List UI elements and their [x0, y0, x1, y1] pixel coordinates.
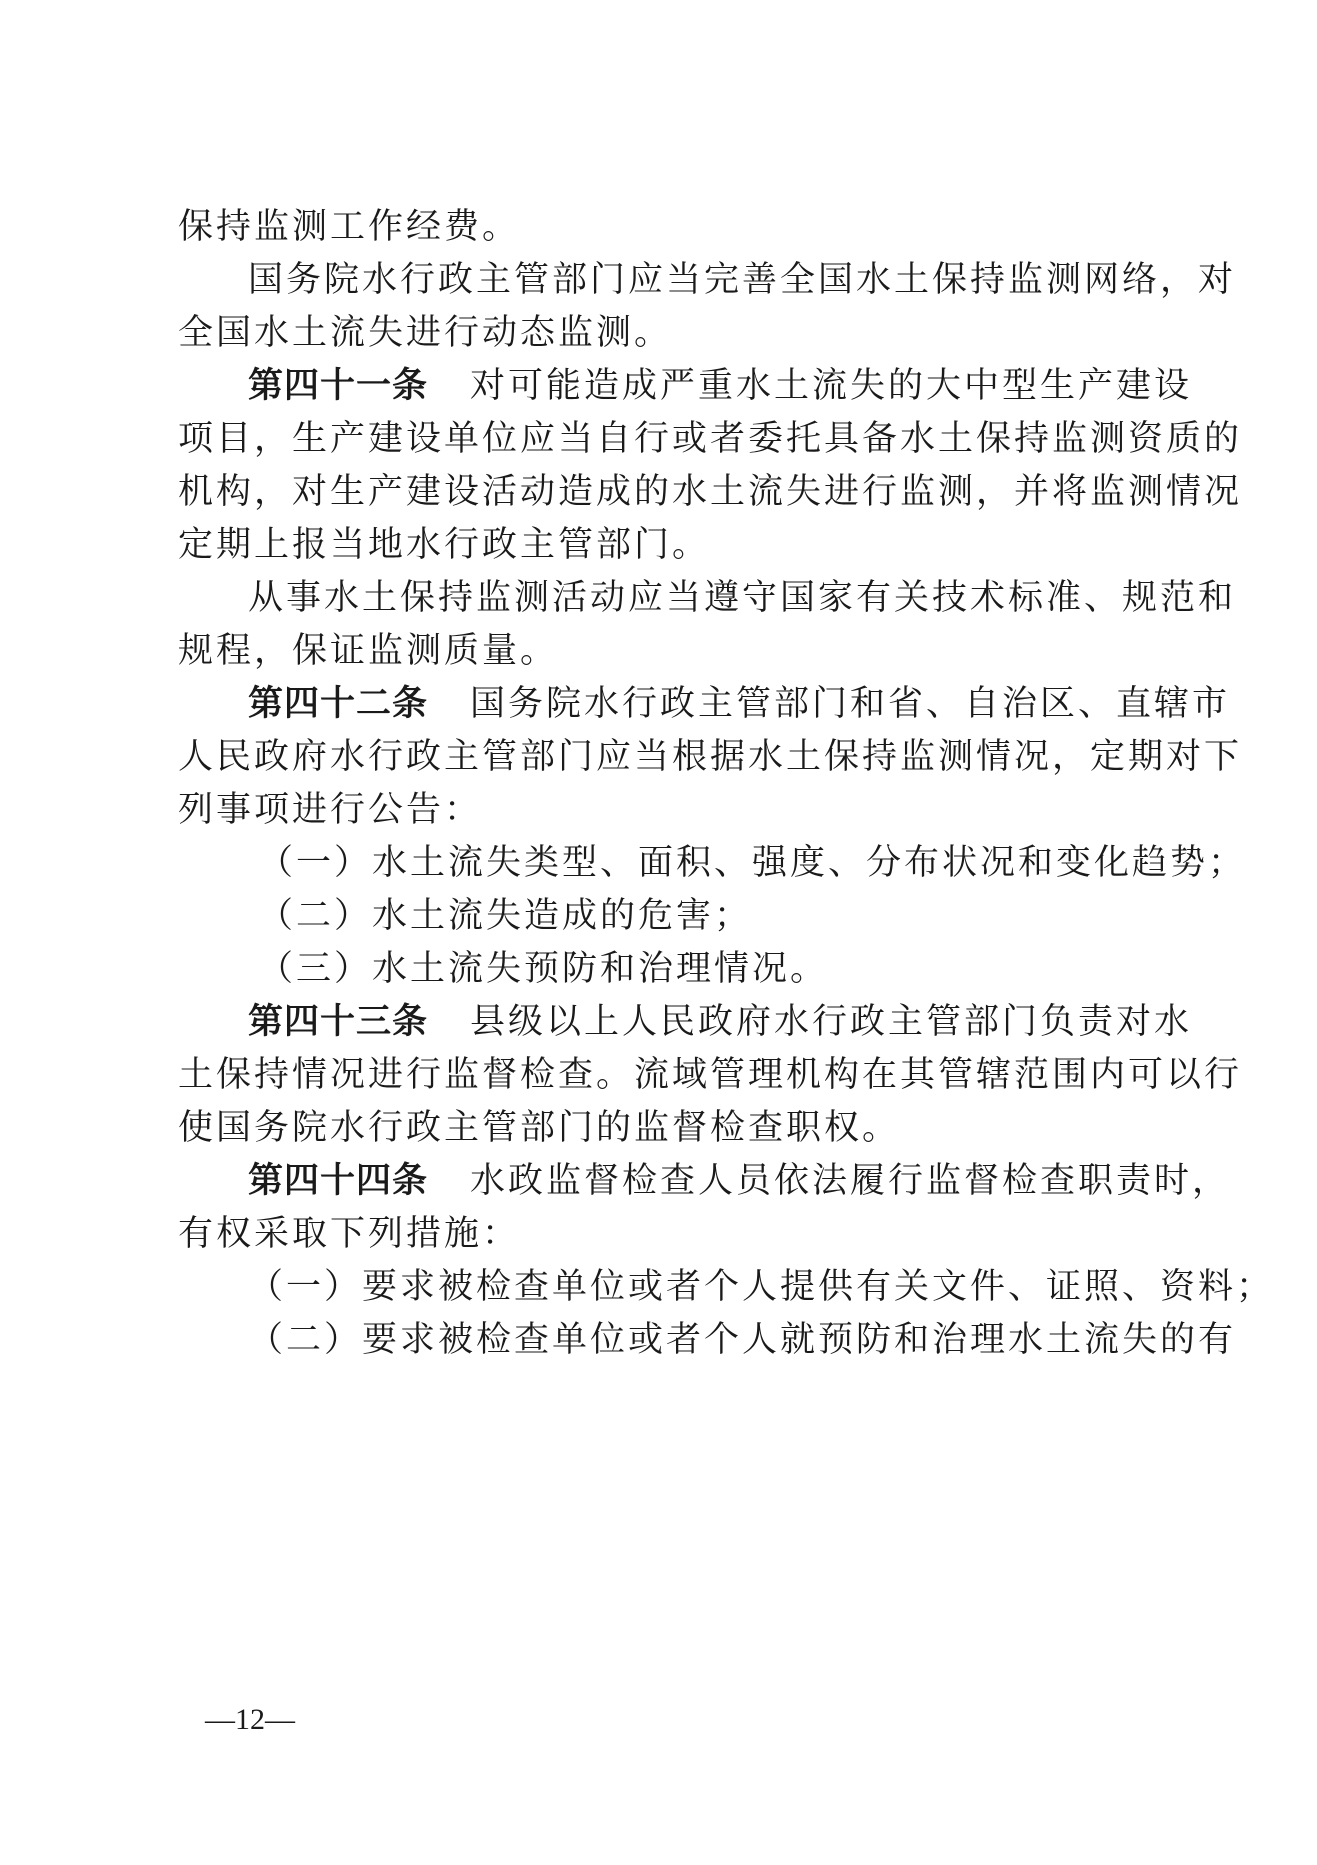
text: 机构，对生产建设活动造成的水土流失进行监测，并将监测情况 [178, 472, 1243, 512]
text: 项目，生产建设单位应当自行或者委托具备水土保持监测资质的 [178, 419, 1243, 459]
text: 有权采取下列措施： [178, 1214, 521, 1254]
article-43-title: 第四十三条 [248, 1002, 429, 1042]
text: 全国水土流失进行动态监测。 [178, 313, 673, 353]
text: 使国务院水行政主管部门的监督检查职权。 [178, 1108, 901, 1148]
page-number: —12— [205, 1703, 295, 1736]
text: （二）水土流失造成的危害； [258, 896, 753, 936]
text: 列事项进行公告： [178, 790, 483, 830]
text: 对可能造成严重水土流失的大中型生产建设 [470, 366, 1193, 406]
text: 规程，保证监测质量。 [178, 631, 559, 671]
text: 国务院水行政主管部门应当完善全国水土保持监测网络，对 [248, 260, 1237, 300]
text: （二）要求被检查单位或者个人就预防和治理水土流失的有 [248, 1320, 1237, 1360]
text: （一）水土流失类型、面积、强度、分布状况和变化趋势； [258, 843, 1247, 883]
text: 保持监测工作经费。 [178, 207, 521, 247]
article-41-title: 第四十一条 [248, 366, 429, 406]
text: 人民政府水行政主管部门应当根据水土保持监测情况，定期对下 [178, 737, 1243, 777]
text: （三）水土流失预防和治理情况。 [258, 949, 829, 989]
article-42-title: 第四十二条 [248, 684, 429, 724]
text: 水政监督检查人员依法履行监督检查职责时， [470, 1161, 1231, 1201]
text: （一）要求被检查单位或者个人提供有关文件、证照、资料； [248, 1267, 1275, 1307]
list-item [248, 1309, 1237, 1371]
text: 土保持情况进行监督检查。流域管理机构在其管辖范围内可以行 [178, 1055, 1243, 1095]
text: 国务院水行政主管部门和省、自治区、直辖市 [470, 684, 1231, 724]
article-44-title: 第四十四条 [248, 1161, 429, 1201]
text: 定期上报当地水行政主管部门。 [178, 525, 711, 565]
text: 从事水土保持监测活动应当遵守国家有关技术标准、规范和 [248, 578, 1237, 618]
text: 县级以上人民政府水行政主管部门负责对水 [470, 1002, 1193, 1042]
